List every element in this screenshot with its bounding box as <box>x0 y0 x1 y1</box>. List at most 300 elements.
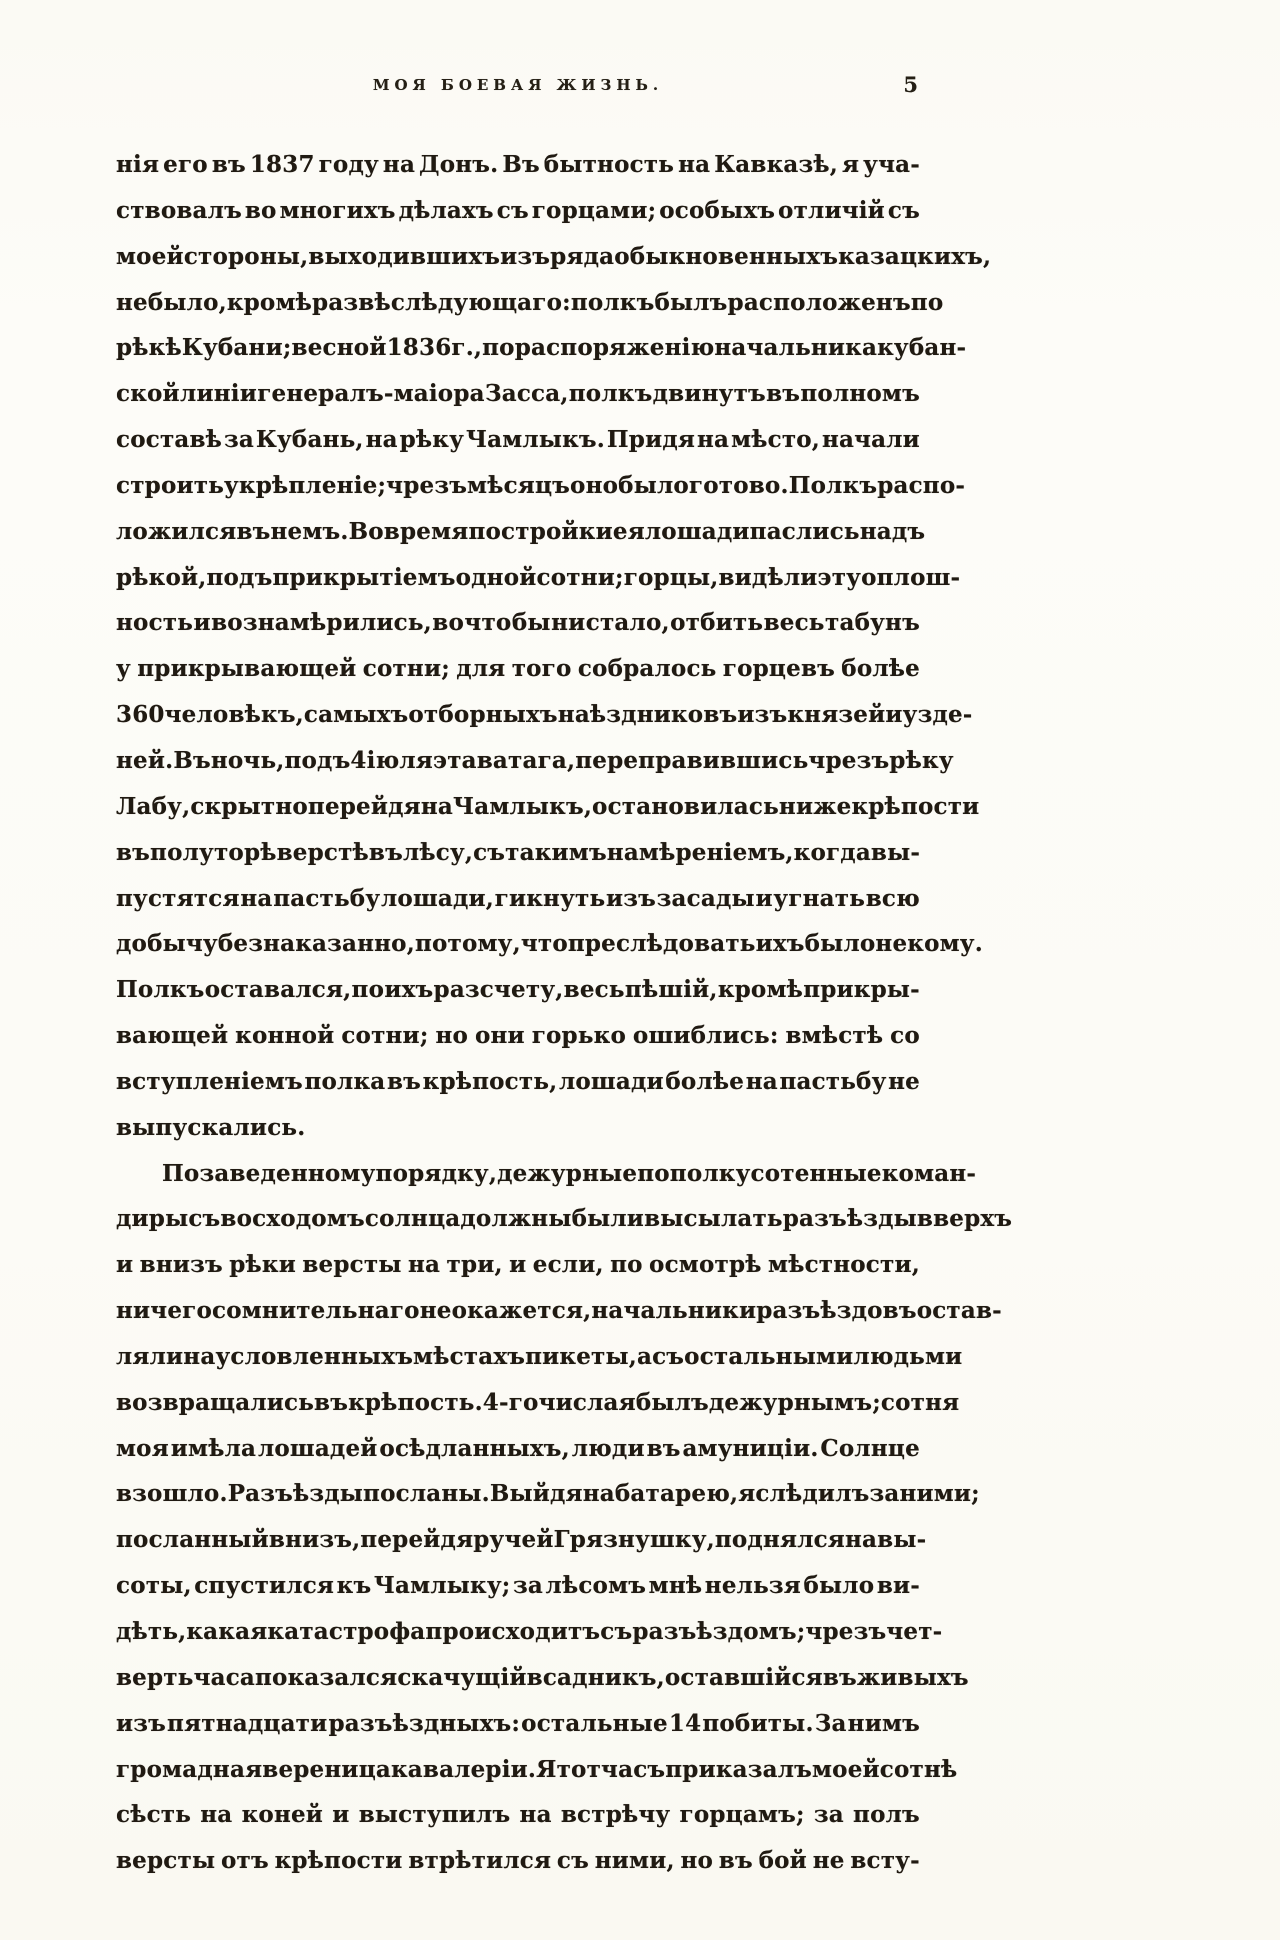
word: бы <box>511 609 551 637</box>
text-line <box>116 142 920 188</box>
word: коней <box>241 1801 324 1829</box>
word: лѣсомъ <box>545 1572 647 1600</box>
word: Лабу, <box>116 792 191 820</box>
word: какая <box>186 1618 268 1645</box>
word: сотни; <box>362 655 450 683</box>
word: мѣсто, <box>731 426 821 454</box>
word: такимъ <box>505 838 607 866</box>
word: переправившись <box>575 746 809 774</box>
word: вступленіемъ <box>116 1067 303 1095</box>
word: не <box>875 930 908 958</box>
word: оплош- <box>861 563 961 591</box>
text-line <box>116 463 966 509</box>
word: стало, <box>585 609 670 637</box>
word: верстѣ <box>276 838 369 866</box>
text-line <box>116 509 926 555</box>
word: осмотрѣ <box>649 1251 762 1279</box>
word: рѣки <box>229 1251 296 1279</box>
word: а <box>636 1342 653 1370</box>
word: ность <box>116 609 194 637</box>
text-line <box>116 876 920 922</box>
word: наѣздниковъ <box>557 701 738 729</box>
word: 360 <box>116 701 165 729</box>
word: слѣдующаго: <box>390 288 571 316</box>
word: преслѣдовать <box>567 930 756 958</box>
word: на <box>365 426 398 454</box>
word: высылать <box>644 1205 783 1233</box>
word: сотни; <box>341 1022 429 1050</box>
word: за <box>513 1572 543 1600</box>
word: пикеты, <box>525 1342 637 1370</box>
word: по <box>482 334 515 362</box>
word: Донъ. <box>419 151 499 178</box>
word: 1837 <box>249 151 315 178</box>
word: ляли <box>116 1342 184 1370</box>
word: Чамлыкъ, <box>453 792 593 820</box>
word: изъ <box>116 1709 166 1737</box>
word: ихъ <box>384 976 434 1004</box>
word: Кавказѣ, <box>714 151 838 178</box>
word: на <box>582 1480 615 1508</box>
word: въ <box>116 838 151 866</box>
text-block <box>116 142 1013 1884</box>
word: крѣпость, <box>422 1067 558 1095</box>
word: посланный <box>116 1526 269 1554</box>
word: и <box>193 609 211 637</box>
word: полка <box>304 1067 386 1095</box>
word: распоряженію <box>514 334 715 362</box>
text-line <box>116 1151 977 1197</box>
word: ни <box>551 609 586 637</box>
word: на <box>240 884 273 912</box>
word: разсчету, <box>433 976 564 1004</box>
word: кубан- <box>877 334 967 362</box>
word: отличій <box>778 196 885 224</box>
word: кромѣ <box>717 976 804 1004</box>
word: крѣпости <box>274 1847 403 1875</box>
text-line <box>116 1242 920 1288</box>
text-line <box>116 830 920 876</box>
word: на <box>678 151 711 178</box>
word: приказалъ <box>665 1755 812 1783</box>
text-line <box>116 1792 920 1838</box>
word: были <box>571 1205 645 1233</box>
page-number: 5 <box>903 72 918 97</box>
word: съ <box>600 1618 633 1645</box>
word: всю <box>865 884 920 912</box>
word: не <box>812 1847 845 1875</box>
word: ничего <box>116 1297 212 1325</box>
word: гикнуть <box>494 884 606 912</box>
word: Во <box>348 517 384 545</box>
word: Засса, <box>484 380 569 408</box>
word: въ <box>387 1067 422 1095</box>
word: остановилась <box>592 792 779 820</box>
word: заведенному <box>199 1159 376 1187</box>
word: полъ <box>853 1801 920 1829</box>
word: къ <box>336 1572 372 1600</box>
word: если, <box>532 1251 604 1279</box>
word: лѣсу, <box>402 838 474 866</box>
word: вающей <box>116 1022 229 1050</box>
word: за <box>223 426 254 454</box>
text-line <box>116 188 920 234</box>
word: посланы. <box>363 1480 490 1508</box>
word: Чамлыкъ. <box>465 426 605 454</box>
word: лошади <box>644 517 750 545</box>
word: осѣдланныхъ, <box>379 1434 570 1462</box>
word: намѣреніемъ, <box>606 838 794 866</box>
word: верть <box>116 1663 194 1691</box>
word: соты, <box>116 1572 192 1600</box>
word: сѣсть <box>116 1801 192 1829</box>
word: въ <box>822 1663 857 1691</box>
text-line <box>116 325 967 371</box>
word: ея <box>612 517 645 545</box>
word: на <box>845 1526 878 1554</box>
word: паслись <box>749 517 860 545</box>
word: казацкихъ, <box>838 242 992 270</box>
word: на <box>382 151 416 178</box>
word: крѣпость. <box>348 1388 483 1416</box>
text-line <box>116 1426 920 1472</box>
word: Чамлыку; <box>373 1572 511 1600</box>
word: слѣдилъ <box>755 1480 870 1508</box>
word: лошадей <box>257 1434 378 1462</box>
text-line <box>116 1701 920 1747</box>
word: сотни; <box>536 563 624 591</box>
word: потому, <box>414 930 521 958</box>
word: добычу <box>116 930 218 958</box>
word: числа <box>538 1388 619 1416</box>
word: подъ <box>206 563 273 591</box>
word: прикры- <box>803 976 920 1004</box>
word: перейдя <box>360 1526 474 1554</box>
word: Грязнушку, <box>553 1526 715 1554</box>
word: кромѣ <box>226 288 313 316</box>
text-line <box>116 921 983 967</box>
word: дежурные <box>497 1159 638 1187</box>
word: съ <box>496 196 529 224</box>
word: ручей <box>473 1526 554 1554</box>
word: уча- <box>863 151 920 178</box>
word: начали <box>821 426 920 454</box>
word: амуниціи. <box>682 1434 819 1462</box>
word: году <box>318 151 379 178</box>
text-line <box>116 1517 927 1563</box>
word: Придя <box>606 426 696 454</box>
word: разъѣздомъ; <box>632 1618 806 1645</box>
word: и <box>509 1251 527 1279</box>
word: на <box>745 1067 778 1095</box>
word: изъ <box>605 884 656 912</box>
paragraph <box>116 1151 1013 1885</box>
word: г., <box>451 334 483 362</box>
word: былъ <box>654 288 728 316</box>
word: было <box>803 1572 875 1600</box>
text-line <box>116 417 920 463</box>
word: мѣстахъ <box>413 1342 526 1370</box>
word: самыхъ <box>303 701 409 729</box>
word: всту- <box>850 1847 920 1875</box>
word: версты <box>302 1251 402 1279</box>
word: пастьбу <box>273 884 381 912</box>
word: поднялся <box>714 1526 846 1554</box>
paragraph <box>116 142 992 1151</box>
word: но <box>680 1847 714 1875</box>
word: съ <box>188 1205 221 1233</box>
word: полуторѣ <box>150 838 277 866</box>
word: всадникъ, <box>526 1663 665 1691</box>
word: прикрытіемъ <box>272 563 456 591</box>
word: пѣшій, <box>624 976 718 1004</box>
word: чрезъ <box>808 746 890 774</box>
word: оно <box>570 471 619 499</box>
word: бой <box>758 1847 807 1875</box>
word: узде- <box>902 701 973 729</box>
word: генералъ-маіора <box>257 380 485 408</box>
word: вмѣстѣ <box>785 1022 884 1050</box>
word: линіи <box>180 380 257 408</box>
text-line <box>116 646 920 692</box>
word: три, <box>446 1251 503 1279</box>
word: бытность <box>543 151 675 178</box>
word: порядку, <box>375 1159 498 1187</box>
word: табунъ <box>825 609 920 637</box>
word: пятнадцати <box>167 1709 328 1737</box>
word: изъ <box>500 242 551 270</box>
word: эта <box>432 746 477 774</box>
word: во <box>432 609 464 637</box>
word: кавалеріи. <box>390 1755 537 1783</box>
word: конной <box>235 1022 335 1050</box>
word: Полкъ <box>116 976 205 1004</box>
word: люди <box>571 1434 645 1462</box>
word: и <box>116 1251 134 1279</box>
text-line <box>116 234 992 280</box>
word: мѣсяцъ <box>467 471 571 499</box>
word: разъѣздовъ <box>756 1297 917 1325</box>
word: безнаказанно, <box>217 930 415 958</box>
word: ней. <box>116 746 174 774</box>
word: постройки <box>468 517 613 545</box>
word: рѣкѣ <box>116 334 182 362</box>
word: не <box>419 1297 452 1325</box>
word: въ <box>718 1847 753 1875</box>
word: показался <box>255 1663 398 1691</box>
word: громадная <box>116 1755 263 1783</box>
word: ниже <box>778 792 852 820</box>
word: полку <box>669 1159 751 1187</box>
word: составѣ <box>116 426 223 454</box>
word: Кубани; <box>181 334 292 362</box>
word: живыхъ <box>856 1663 969 1691</box>
word: катастрофа <box>267 1618 426 1645</box>
text-line <box>116 692 973 738</box>
word: 4-го <box>482 1388 539 1416</box>
word: распо- <box>877 471 966 499</box>
word: скачущій <box>397 1663 527 1691</box>
word: разъѣзды <box>782 1205 917 1233</box>
word: моя <box>116 1434 169 1462</box>
word: я <box>841 151 860 178</box>
word: ложился <box>116 517 237 545</box>
word: ряда <box>550 242 615 270</box>
word: Выйдя <box>489 1480 583 1508</box>
word: многихъ <box>279 196 396 224</box>
word: эту <box>817 563 862 591</box>
word: часа <box>193 1663 256 1691</box>
word: развѣ <box>312 288 391 316</box>
text-line <box>116 1471 980 1517</box>
word: стороны, <box>183 242 309 270</box>
word: я <box>738 1480 756 1508</box>
word: въ <box>766 380 801 408</box>
word: что <box>520 930 568 958</box>
word: горцевъ <box>722 655 835 683</box>
word: За <box>814 1709 847 1737</box>
word: дѣть, <box>116 1618 187 1645</box>
word: восходомъ <box>220 1205 365 1233</box>
word: солнца <box>364 1205 461 1233</box>
word: людьми <box>853 1342 963 1370</box>
word: 4 <box>350 746 367 774</box>
word: со <box>890 1022 920 1050</box>
word: того <box>511 655 572 683</box>
word: болѣе <box>665 1067 745 1095</box>
text-line <box>116 1609 943 1655</box>
word: горцамъ; <box>679 1801 805 1829</box>
text-line <box>116 1838 920 1884</box>
word: окажется, <box>451 1297 592 1325</box>
word: выходившихъ <box>308 242 501 270</box>
word: встрѣчу <box>560 1801 671 1829</box>
word: дѣлахъ <box>398 196 494 224</box>
word: побиты. <box>702 1709 814 1737</box>
word: на <box>420 792 454 820</box>
word: условленныхъ <box>215 1342 414 1370</box>
text-line <box>116 1288 1002 1334</box>
text-line <box>116 1059 920 1105</box>
word: за <box>813 1801 844 1829</box>
word: по <box>351 976 385 1004</box>
word: на <box>697 426 730 454</box>
word: Въ <box>502 151 540 178</box>
word: горцами; <box>531 196 657 224</box>
word: болѣе <box>841 655 920 683</box>
word: угнать <box>773 884 866 912</box>
word: Я <box>536 1755 557 1783</box>
text-line <box>116 1563 920 1609</box>
word: остальные <box>521 1709 668 1737</box>
word: весь <box>763 609 825 637</box>
word: начальники <box>591 1297 757 1325</box>
word: съ <box>887 196 920 224</box>
word: остав- <box>916 1297 1002 1325</box>
word: видѣли <box>718 563 818 591</box>
word: крѣпости <box>851 792 980 820</box>
word: сомнительнаго <box>212 1297 420 1325</box>
word: ви- <box>876 1572 920 1600</box>
word: 14 <box>668 1709 702 1737</box>
page-header <box>116 72 920 110</box>
word: на <box>183 1342 216 1370</box>
word: съ <box>473 838 506 866</box>
word: полкъ <box>568 380 653 408</box>
word: происходитъ <box>425 1618 601 1645</box>
word: но <box>435 1022 469 1050</box>
word: не <box>116 288 148 316</box>
word: дежурнымъ; <box>708 1388 881 1416</box>
word: оставшійся <box>664 1663 823 1691</box>
word: готово. <box>688 471 789 499</box>
word: съ <box>652 1342 685 1370</box>
word: на <box>407 1251 441 1279</box>
running-title: МОЯ БОЕВАЯ ЖИЗНЬ. <box>372 76 664 94</box>
word: изъ <box>737 701 788 729</box>
text-line <box>116 1334 963 1380</box>
word: въ <box>211 151 246 178</box>
word: прикрывающей <box>137 655 357 683</box>
word: втрѣтился <box>408 1847 552 1875</box>
text-line <box>116 1655 969 1701</box>
word: немъ. <box>270 517 349 545</box>
word: строить <box>116 471 224 499</box>
word: на <box>200 1801 233 1829</box>
word: отъ <box>220 1847 269 1875</box>
word: по <box>610 1251 643 1279</box>
word: сотнѣ <box>879 1755 958 1783</box>
word: кому. <box>907 930 983 958</box>
word: у <box>116 655 131 683</box>
word: его <box>163 151 208 178</box>
word: сотня <box>880 1388 960 1416</box>
word: мѣстности, <box>768 1251 920 1279</box>
word: должны <box>460 1205 572 1233</box>
word: въ <box>646 1434 681 1462</box>
word: имѣла <box>170 1434 257 1462</box>
word: выступилъ <box>358 1801 511 1829</box>
word: засады <box>656 884 755 912</box>
word: князей <box>787 701 886 729</box>
word: былъ <box>635 1388 709 1416</box>
word: скрытно <box>190 792 308 820</box>
word: версты <box>116 1847 216 1875</box>
word: они <box>474 1022 525 1050</box>
word: надъ <box>859 517 926 545</box>
word: диры <box>116 1205 189 1233</box>
word: пустятся <box>116 884 240 912</box>
word: коман- <box>881 1159 977 1187</box>
word: выпускались. <box>116 1113 306 1141</box>
word: на <box>519 1801 552 1829</box>
text-line <box>116 371 920 417</box>
word: въ <box>314 1388 349 1416</box>
word: за <box>869 1480 900 1508</box>
word: я <box>618 1388 636 1416</box>
word: вверхъ <box>916 1205 1013 1233</box>
word: чет- <box>886 1618 943 1645</box>
word: время <box>383 517 469 545</box>
word: внизъ <box>139 1251 223 1279</box>
word: когда <box>793 838 871 866</box>
word: лошади <box>558 1067 664 1095</box>
word: отбить <box>670 609 764 637</box>
text-line <box>116 1380 960 1426</box>
word: вереница <box>262 1755 391 1783</box>
word: ватага, <box>476 746 576 774</box>
word: человѣкъ, <box>164 701 304 729</box>
